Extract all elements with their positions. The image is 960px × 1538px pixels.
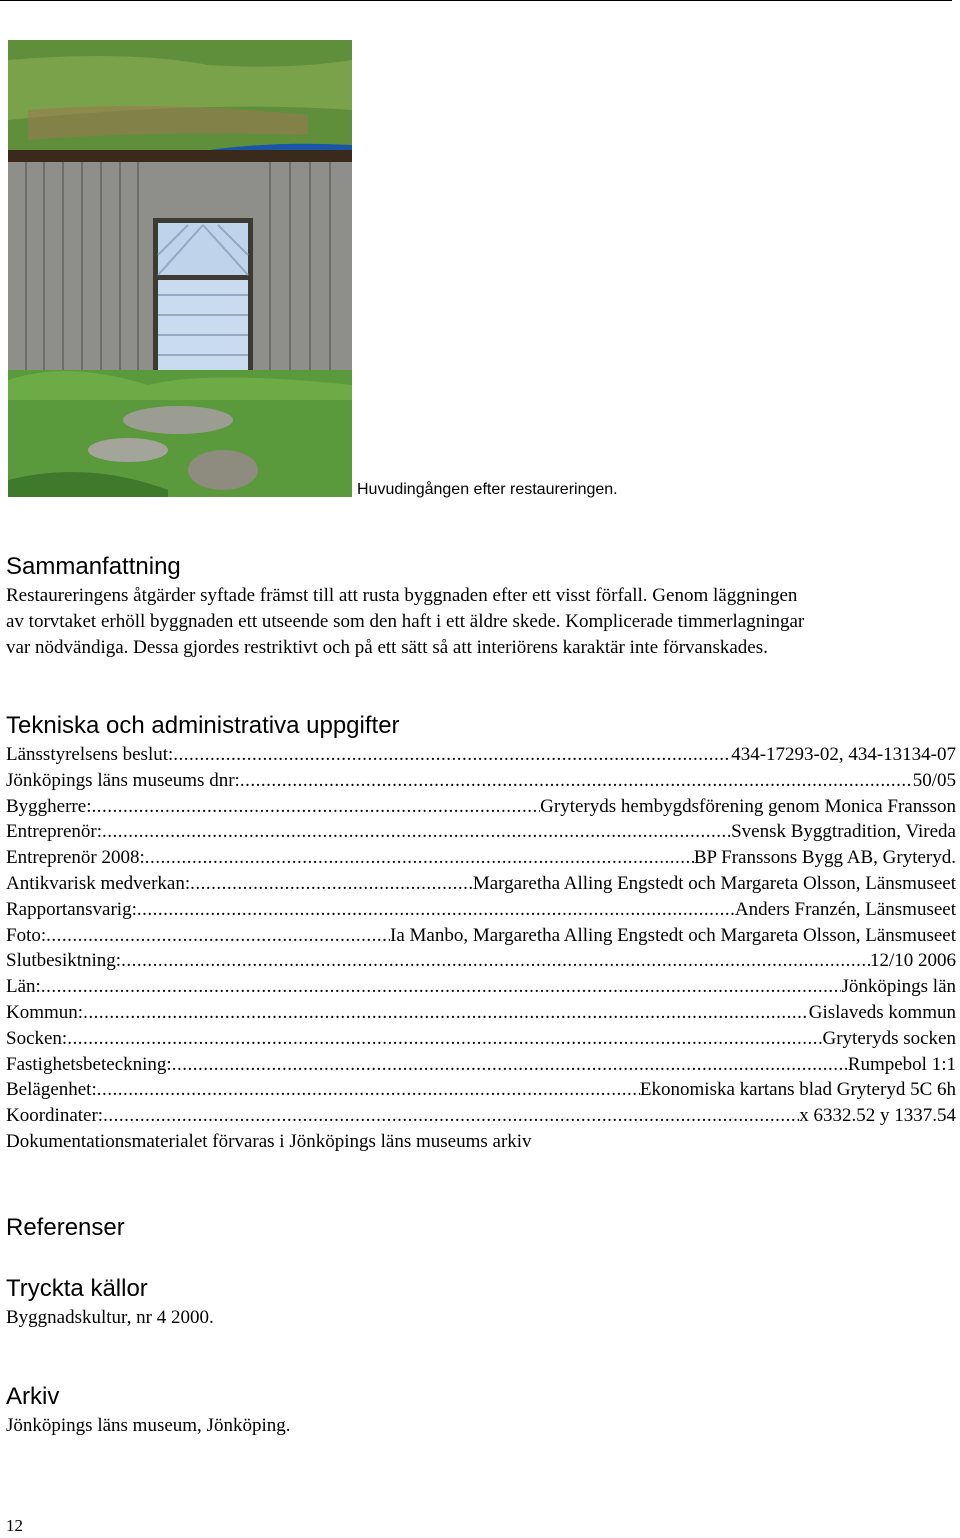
spec-value: Gryteryds socken [822, 1027, 956, 1049]
archive-note: Dokumentationsmaterialet förvaras i Jönköpings läns museums arkiv [6, 1130, 532, 1152]
spec-value: 434-17293-02, 434-13134-07 [731, 744, 956, 765]
spec-row [6, 1052, 956, 1078]
spec-value: Gislaveds kommun [808, 1001, 956, 1023]
leader-dots [91, 794, 540, 820]
spec-row [6, 948, 956, 974]
top-rule [0, 0, 952, 1]
leader-dots [41, 974, 842, 1000]
leader-dots [137, 897, 735, 923]
references-heading: Referenser [6, 1214, 125, 1241]
summary-line: var nödvändiga. Dessa gjordes restriktivt och på ett sätt så att interiörens karaktär inte förvanskades. [6, 637, 768, 658]
leader-dots [173, 742, 731, 768]
archive-text: Jönköpings läns museum, Jönköping. [6, 1415, 291, 1436]
spec-row [6, 923, 956, 949]
spec-value: Ekonomiska kartans blad Gryteryd 5C 6h [639, 1079, 956, 1101]
spec-row [6, 974, 956, 1000]
photo-caption: Huvudingången efter restaureringen. [357, 481, 618, 498]
summary-line: av torvtaket erhöll byggnaden ett utseende som den haft i ett äldre skede. Komplicerade timmerlagningar [6, 611, 805, 632]
spec-row [6, 897, 956, 923]
spec-key: Foto: [6, 924, 47, 946]
archive-heading: Arkiv [6, 1383, 60, 1410]
spec-key: Entreprenör 2008: [6, 847, 145, 869]
leader-dots [172, 1052, 848, 1078]
spec-key: Kommun: [6, 1001, 84, 1023]
spec-value: x 6332.52 y 1337.54 [799, 1105, 956, 1127]
spec-row [6, 871, 956, 897]
leader-dots [67, 1026, 822, 1052]
spec-key: Länsstyrelsens beslut: [6, 744, 174, 765]
spec-value: Jönköpings län [841, 976, 956, 998]
spec-row [6, 768, 956, 794]
entrance-photo-drawing [8, 40, 352, 497]
spec-row [6, 1026, 956, 1052]
leader-dots [83, 1000, 809, 1026]
spec-value: Ia Manbo, Margaretha Alling Engstedt och Margareta Olsson, Länsmuseet [390, 924, 956, 946]
spec-value: 12/10 2006 [869, 950, 956, 972]
spec-key: Belägenhet: [6, 1079, 97, 1101]
summary-heading: Sammanfattning [6, 553, 181, 580]
leader-dots [190, 871, 473, 897]
leader-dots [102, 819, 731, 845]
spec-row [6, 794, 956, 820]
spec-key: Rapportansvarig: [6, 898, 137, 920]
entrance-photo [8, 40, 352, 497]
printed-sources-text: Byggnadskultur, nr 4 2000. [6, 1307, 214, 1328]
printed-sources-heading: Tryckta källor [6, 1275, 148, 1302]
leader-dots [103, 1103, 799, 1129]
spec-row [6, 742, 956, 768]
spec-key: Fastighetsbeteckning: [6, 1053, 172, 1075]
leader-dots [145, 845, 694, 871]
spec-key: Koordinater: [6, 1105, 104, 1127]
spec-row [6, 1000, 956, 1026]
spec-key: Byggherre: [6, 795, 92, 817]
spec-value: 50/05 [912, 769, 956, 791]
leader-dots [240, 768, 913, 794]
spec-value: Svensk Byggtradition, Vireda [731, 821, 956, 843]
summary-line: Restaureringens åtgärder syftade främst till att rusta byggnaden efter ett visst förfall. Genom läggningen [6, 585, 798, 606]
spec-value: BP Franssons Bygg AB, Gryteryd. [693, 847, 956, 869]
spec-key: Socken: [6, 1027, 68, 1049]
tech-spec-list [6, 742, 956, 1155]
spec-key: Län: [6, 976, 41, 998]
leader-dots [97, 1077, 640, 1103]
leader-dots [121, 948, 870, 974]
spec-key: Entreprenör: [6, 821, 103, 843]
spec-row [6, 819, 956, 845]
spec-value: Anders Franzén, Länsmuseet [734, 898, 956, 920]
spec-value: Margaretha Alling Engstedt och Margareta Olsson, Länsmuseet [472, 872, 956, 894]
page-number: 12 [6, 1516, 23, 1535]
spec-key: Jönköpings läns museums dnr: [6, 769, 240, 791]
leader-dots [46, 923, 390, 949]
spec-key: Slutbesiktning: [6, 950, 122, 972]
spec-value: Gryteryds hembygdsförening genom Monica Fransson [540, 795, 956, 817]
spec-key: Antikvarisk medverkan: [6, 872, 191, 894]
tech-heading: Tekniska och administrativa uppgifter [6, 712, 400, 739]
spec-row [6, 845, 956, 871]
spec-row [6, 1103, 956, 1129]
spec-row [6, 1077, 956, 1103]
summary-paragraph [6, 583, 954, 661]
spec-value: Rumpebol 1:1 [847, 1053, 956, 1075]
